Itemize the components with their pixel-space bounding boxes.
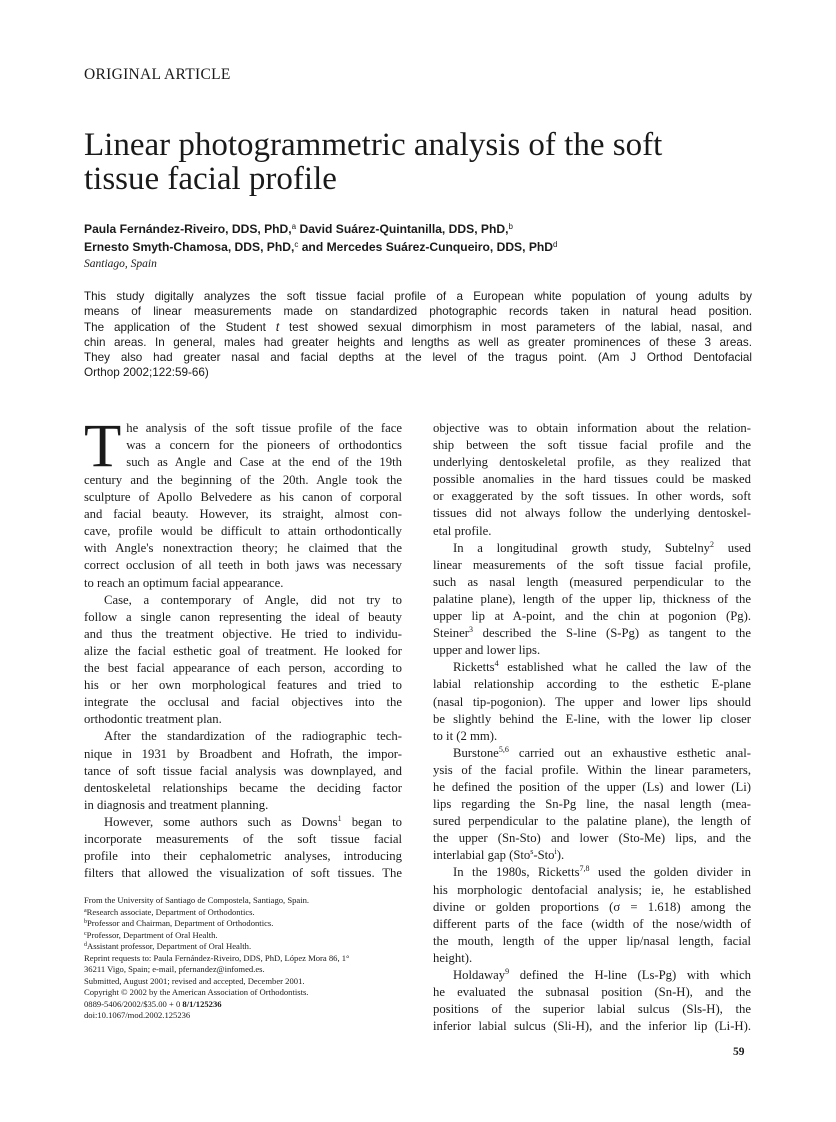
text-line: the mouth, length of the upper lip/nasal length, facial (433, 933, 751, 948)
drop-cap: T (84, 420, 122, 472)
text-line: he evaluated the subnasal position (Sn-H), and the (433, 985, 751, 1000)
reference-marker: 3 (468, 625, 473, 635)
abstract (84, 289, 752, 381)
text-line: However, some authors such as Downs$^1$ began to (104, 813, 402, 829)
text-line: he defined the position of the upper (Ls) and lower (Li) (433, 779, 751, 794)
text-line: In a longitudinal growth study, Subtelny$^2$ used (453, 539, 751, 555)
text-line: cave, profile would be difficult to attain orthodontically (84, 524, 402, 539)
text-line: After the standardization of the radiographic tech- (104, 729, 402, 744)
footnote: $^b$Professor and Chairman, Department of Orthodontics. (84, 918, 274, 928)
text-line: linear measurements of the soft tissue facial profile, (433, 557, 751, 572)
text-line: alize the facial esthetic goal of treatment. He looked for (84, 643, 402, 658)
text-line: the upper (Sn-Sto) and lower (Sto-Me) lips, and the (433, 831, 751, 846)
text-line: sured perpendicular to the palatine plane), the length of (433, 814, 751, 829)
reprint-request: Reprint requests to: Paula Fernández-Riveiro, DDS, PhD, López Mora 86, 1° (84, 952, 350, 963)
text-line: his or her own morphological features and tried to (84, 678, 402, 693)
text-line: upper and lower lips. (433, 643, 541, 658)
author-name: Paula Fernández-Riveiro, DDS, PhD, (84, 222, 292, 236)
text-line: to reach an optimum facial appearance. (84, 575, 284, 590)
text-line: to it (2 mm). (433, 728, 498, 743)
footnote: From the University of Santiago de Compostela, Santiago, Spain. (84, 895, 310, 905)
text-line: interlabial gap (Sto$^s$-Sto$^i$). (433, 847, 565, 863)
text-line: objective was to obtain information about the relation- (433, 421, 751, 435)
text-line: ship between the soft tissue facial profile and the (433, 438, 751, 453)
text-line: such as nasal length (measured perpendicular to the (433, 574, 751, 589)
author-list (84, 220, 764, 256)
reference-marker: 7,8 (579, 864, 590, 874)
text-line: Holdaway$^9$ defined the H-line (Ls-Pg) with which (453, 967, 751, 982)
text-line: or exaggerated by the soft tissues. In other words, soft (433, 489, 751, 504)
text-line: height). (433, 950, 473, 965)
text-line: Burstone$^{5,6}$ carried out an exhaustive esthetic anal- (453, 744, 751, 760)
text-line: labial relationship according to the esthetic E-plane (433, 677, 751, 692)
text-line: possible anomalies in the hard tissues could be masked (433, 472, 751, 487)
text-line: century and the beginning of the 20th. Angle took the (84, 473, 402, 487)
reference-marker: 2 (710, 539, 715, 549)
text-line: profile into their cephalometric analyses, introducing (84, 849, 402, 864)
text-line: positions of the superior labial sulcus (Sls-H), the (433, 1002, 751, 1017)
author-name: David Suárez-Quintanilla, DDS, PhD, (296, 222, 509, 236)
opening-paragraph (84, 420, 402, 472)
text-line: different parts of the face (width of the nose/width of (433, 916, 751, 931)
text-line: correct occlusion of all teeth in both jaws was necessary (84, 558, 402, 573)
author-name: and Mercedes Suárez-Cunqueiro, DDS, PhD (298, 240, 554, 254)
text-line: ysis of the facial profile. Within the linear parameters, (433, 762, 751, 777)
section-label: ORIGINAL ARTICLE (84, 66, 231, 83)
abstract-line: They also had greater nasal and facial depths at the level of the tragus point. (Am J Orthod Dentofacial (84, 351, 752, 365)
abstract-line: The application of the Student t test showed sexual dimorphism in most parameters of the labial, nasal, and (84, 320, 752, 334)
abstract-line: Orthop 2002;122:59-66) (84, 366, 209, 380)
reference-marker: 4 (494, 659, 499, 669)
abstract-line: This study digitally analyzes the soft tissue facial profile of a European white population of young adults by (84, 290, 752, 303)
text-line: with Angle's nonextraction theory; he claimed that the (84, 541, 402, 556)
text-line: incorporate measurements of the soft tissue facial (84, 831, 402, 846)
text-line: orthodontic treatment plan. (84, 712, 222, 727)
reference-marker: 1 (337, 813, 342, 823)
text-line: Steiner$^3$ described the S-line (S-Pg) as tangent to the (433, 625, 751, 641)
text-line: such as Angle and Case at the end of the 19th (126, 455, 402, 470)
affiliation-marker: b (508, 222, 513, 231)
text-line: integrate the occlusal and facial objectives into the (84, 695, 402, 710)
footnote: $^d$Assistant professor, Department of Oral Health. (84, 941, 252, 951)
article-code: 0889-5406/2002/$35.00 + 0 8/1/125236 (84, 998, 222, 1009)
text-line: sculpture of Apollo Belvedere as his canon of corporal (84, 490, 402, 505)
text-line: dentoskeletal relationships became the deciding factor (84, 780, 402, 795)
article-title (84, 128, 764, 196)
reprint-request: 36211 Vigo, Spain; e-mail, pfernandez@infomed.es. (84, 964, 265, 974)
author-location: Santiago, Spain (84, 258, 157, 270)
text-line: upper lip at A-point, and the chin at pogonion (Pg). (433, 609, 751, 624)
abstract-line: means of linear measurements made on standardized photographic records taken in natural head position. (84, 305, 752, 319)
text-line: tance of soft tissue facial analysis was downplayed, and (84, 763, 402, 778)
abstract-line: chin areas. In general, males had greater heights and lengths as well as greater prominences of these 3 areas. (84, 335, 752, 349)
text-line: and thus the treatment objective. He tried to individu- (84, 626, 402, 641)
footnote: $^a$Research associate, Department of Orthodontics. (84, 906, 255, 917)
text-line: (nasal tip-pogonion). The upper and lower lips should (433, 694, 751, 709)
body-column-left (84, 420, 402, 882)
text-line: In the 1980s, Ricketts$^{7,8}$ used the golden divider in (453, 864, 751, 880)
footnote: $^c$Professor, Department of Oral Health. (84, 929, 218, 940)
text-line: inferior labial sulcus (Sli-H), and the inferior lip (Li-H). (433, 1019, 751, 1034)
text-line: underlying dentoskeletal profile, as they realized that (433, 455, 751, 470)
text-line: etal profile. (433, 523, 492, 538)
affiliation-marker: c (294, 240, 299, 249)
affiliation-marker: d (553, 240, 558, 249)
author-line (84, 220, 764, 238)
copyright: Copyright © 2002 by the American Association of Orthodontists. (84, 987, 309, 997)
title-line: Linear photogrammetric analysis of the soft (84, 127, 663, 163)
text-line: be slightly behind the E-line, with the lower lip closer (433, 711, 751, 726)
text-line: in diagnosis and treatment planning. (84, 797, 269, 812)
text-line: his morphologic dentofacial analysis; ie, he established (433, 882, 751, 897)
page-number: 59 (733, 1046, 745, 1058)
author-line (84, 238, 764, 256)
text-line: palatine plane), length of the upper lip, thickness of the (433, 591, 751, 606)
text-line: was a concern for the pioneers of orthodontics (126, 438, 402, 453)
text-line: lips regarding the Sn-Pg line, the nasal length (mea- (433, 797, 751, 812)
text-line: nique in 1931 by Broadbent and Hofrath, the impor- (84, 746, 402, 761)
title-line: tissue facial profile (84, 161, 337, 197)
text-line: Ricketts$^4$ established what he called the law of the (453, 659, 751, 675)
text-line: Case, a contemporary of Angle, did not try to (104, 592, 402, 607)
affiliation-marker: a (291, 222, 297, 231)
text-line: divine or golden proportions (σ = 1.618) among the (433, 899, 751, 914)
text-line: he analysis of the soft tissue profile of the face (126, 421, 402, 435)
body-column-right (433, 420, 751, 1035)
submission-dates: Submitted, August 2001; revised and accepted, December 2001. (84, 975, 305, 986)
text-line: follow a single canon representing the ideal of beauty (84, 609, 402, 624)
text-line: filters that allowed the visualization of soft tissues. The (84, 866, 402, 881)
text-line: the best facial appearance of each person, according to (84, 661, 402, 676)
author-name: Ernesto Smyth-Chamosa, DDS, PhD, (84, 240, 295, 254)
text-line: tissues did not always follow the underlying dentoskel- (433, 506, 751, 521)
doi: doi:10.1067/mod.2002.125236 (84, 1010, 191, 1020)
footnotes (84, 895, 404, 1022)
text-line: and facial beauty. However, its straight, almost con- (84, 507, 402, 522)
reference-marker: 5,6 (498, 744, 509, 754)
reference-marker: 9 (505, 967, 510, 976)
